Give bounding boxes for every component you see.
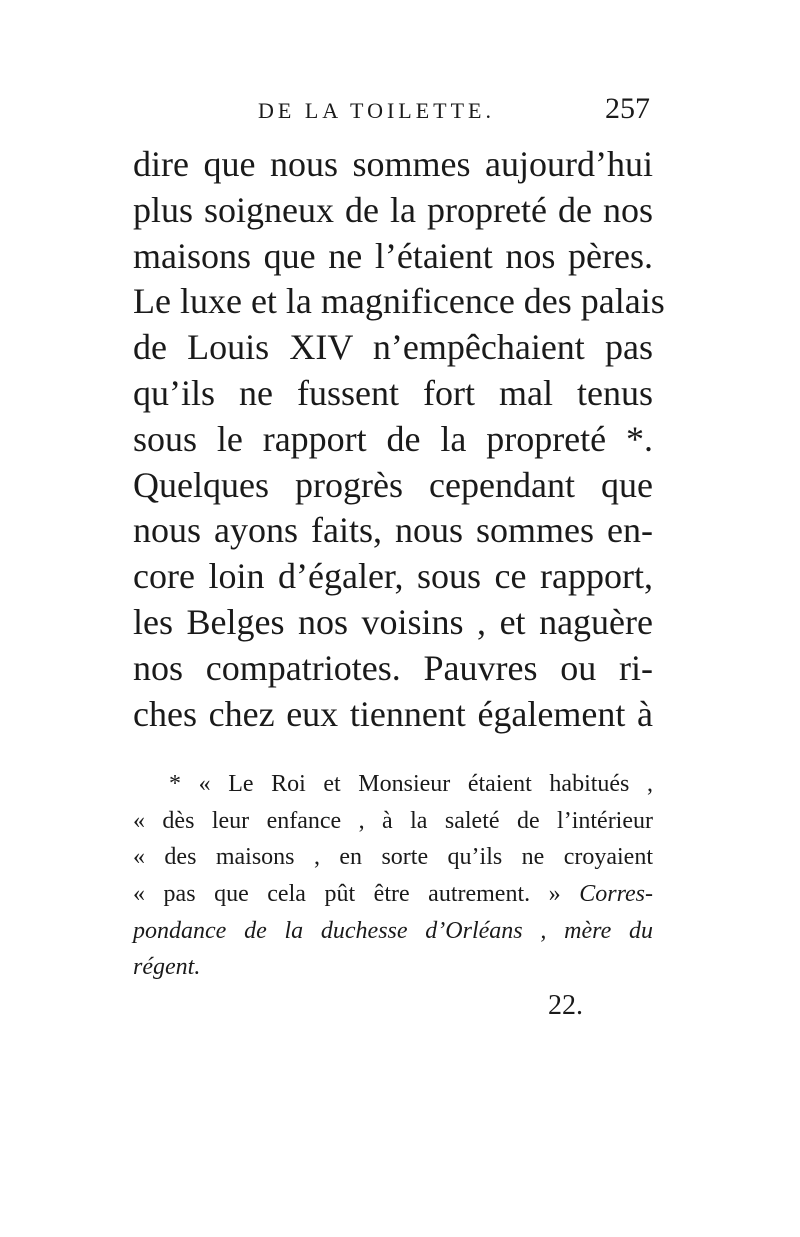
body-line: sous le rapport de la propreté *. [133,418,653,459]
body-line: ches chez eux tiennent également à [133,693,653,734]
body-line: nos compatriotes. Pauvres ou ri- [133,647,653,688]
body-line: les Belges nos voisins , et naguère [133,601,653,642]
footnote-line: « dès leur enfance , à la saleté de l’intérieur [133,807,653,834]
footnote-line [133,876,653,913]
body-line: maisons que ne l’étaient nos pères. [133,235,653,276]
body-line: plus soigneux de la propreté de nos [133,189,653,230]
running-head [258,92,650,126]
body-line: qu’ils ne fussent fort mal tenus [133,372,653,413]
footnote-source-italic: régent. [133,954,201,981]
running-title: DE LA TOILETTE. [258,98,495,123]
footnote-text: « pas que cela pût être autrement. » [133,881,561,908]
footnote-line [133,913,653,950]
footnote-line: « des maisons , en sorte qu’ils ne croyaient [133,844,653,871]
body-line: Quelques progrès cependant que [133,464,653,505]
body-text [133,142,665,737]
body-line: dire que nous sommes aujourd’hui [133,144,653,184]
body-line: de Louis XIV n’empêchaient pas [133,327,653,368]
footnote-source-italic: Corres- [579,881,653,908]
signature-mark: 22. [548,990,583,1021]
body-line: nous ayons faits, nous sommes en- [133,510,653,551]
footnote-source-italic: pondance de la duchesse d’Orléans , mère du [133,917,653,944]
footnote [133,766,653,986]
body-line: core loin d’égaler, sous ce rapport, [133,556,653,597]
footnote-line [133,949,653,986]
body-line: Le luxe et la magnificence des palais [133,281,665,322]
footnote-line: * « Le Roi et Monsieur étaient habitués , [169,771,653,797]
page-number: 257 [605,92,650,125]
